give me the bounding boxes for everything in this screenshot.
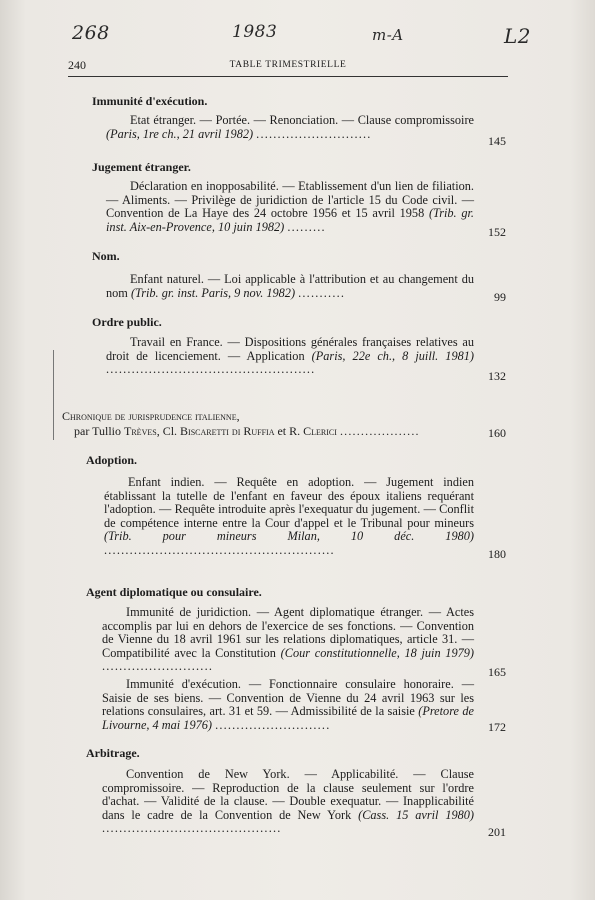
page-ref: 99 [494,290,506,304]
index-entry [106,273,474,300]
page-ref: 160 [488,426,506,440]
page-ref: 152 [488,225,506,239]
handwritten-note-mid: m-A [372,26,404,44]
entry-text: Convention de New York. — Applicabilité. — Clause compromissoire. — Reproduction de la clause seulement sur l'ordre d'achat. — Validité de la clause. — Double exequatur. — Inapplicabilité dans le cadre de la Convention de New York [102,767,474,822]
entry-text: Enfant indien. — Requête en adoption. — Jugement indien établissant la tutelle de l'enfant en faveur des époux italiens requérant l'adoption. — Requête introduite après l'exequatur du jugement. — Conflit de compétence interne entre la Cour d'appel et le Tribunal pour mineurs [104,475,474,530]
page-number: 240 [68,58,86,72]
index-entry [106,180,474,234]
entry-text: Travail en France. — Dispositions générales françaises relatives au droit de licenciement. — Application [106,335,474,363]
page-ref: 172 [488,720,506,734]
leader-dots: ........................... [215,717,331,732]
section-heading: Arbitrage. [86,746,140,760]
chronique-title: Chronique de jurisprudence italienne, [62,409,240,423]
leader-dots: ................................................. [106,362,316,376]
page-ref: 165 [488,665,506,679]
page-ref: 180 [488,547,506,561]
entry-text: Immunité d'exécution. — Fonctionnaire consulaire honoraire. — Saisie de ses biens. — Convention de Vienne du 24 avril 1963 sur les relations consulaires, art. 31 et 59. — Admissibilité de la saisie [102,677,474,718]
authors-prefix: par Tullio [74,424,125,438]
chronique-title-block [62,409,482,439]
margin-pencil-mark [53,350,54,440]
section-heading: Agent diplomatique ou consulaire. [86,585,262,599]
author-name: Biscaretti di Ruffia [180,424,275,438]
index-entry [102,768,474,836]
leader-dots: ................... [339,424,420,438]
leader-dots: ........... [298,285,346,300]
page-ref: 145 [488,134,506,148]
index-entry [102,606,474,674]
entry-source: (Pretore de Livourne, 4 mai 1976) [102,704,474,732]
index-entry [102,678,474,732]
leader-dots: ...................................................... [104,542,335,557]
leader-dots: ........................... [256,126,372,141]
entry-source: (Trib. pour mineurs Milan, 10 déc. 1980) [104,529,474,543]
author-separator: , Cl. [156,424,181,438]
leader-dots: .......................................... [102,821,282,835]
entry-source: (Trib. gr. inst. Paris, 9 nov. 1982) [130,285,296,300]
handwritten-note-left: 268 [72,22,110,44]
entry-source: (Paris, 22e ch., 8 juill. 1981) [311,348,474,363]
handwritten-note-right: L2 [504,24,532,48]
entry-text: Enfant naturel. — Loi applicable à l'attribution et au changement du nom [106,272,474,300]
running-title: TABLE TRIMESTRIELLE [229,60,347,70]
entry-source: (Trib. gr. inst. Aix-en-Provence, 10 juin 1982) [106,206,474,234]
entry-source: (Cour constitutionnelle, 18 juin 1979) [280,645,474,660]
entry-source: (Cass. 15 avril 1980) [358,807,475,822]
section-heading: Jugement étranger. [92,160,191,174]
leader-dots: .......................... [102,659,214,673]
section-heading: Immunité d'exécution. [92,94,208,108]
page-ref: 132 [488,369,506,383]
handwritten-note-year: 1983 [232,22,278,42]
page-header [68,58,508,77]
author-separator: et R. [274,424,304,438]
chronique-authors [62,424,482,439]
entry-text: Immunité de juridiction. — Agent diplomatique étranger. — Actes accomplis par lui en dehors de l'exercice de ses fonctions. — Convention de Vienne du 18 avril 1961 sur les relations diplomatiques, article 31. — Compatibilité avec la Constitution [102,605,474,660]
page-ref: 201 [488,825,506,839]
section-heading: Ordre public. [92,315,162,329]
entry-text: Déclaration en inopposabilité. — Etablissement d'un lien de filiation. — Aliments. — Privilège de juridiction de l'article 15 du Code civil. — Convention de La Haye des 24 octobre 1956 et 15 avril 1958 [106,179,474,220]
index-entry [104,476,474,557]
author-name: Trèves [124,424,157,438]
section-heading: Nom. [92,249,120,263]
leader-dots: ......... [287,219,326,234]
entry-source: (Paris, 1re ch., 21 avril 1982) [106,126,254,141]
entry-text: Etat étranger. — Portée. — Renonciation. — Clause compromissoire [130,113,474,127]
author-name: Clerici [303,424,337,438]
index-entry [106,114,474,141]
section-heading: Adoption. [86,453,138,467]
index-entry [106,336,474,377]
